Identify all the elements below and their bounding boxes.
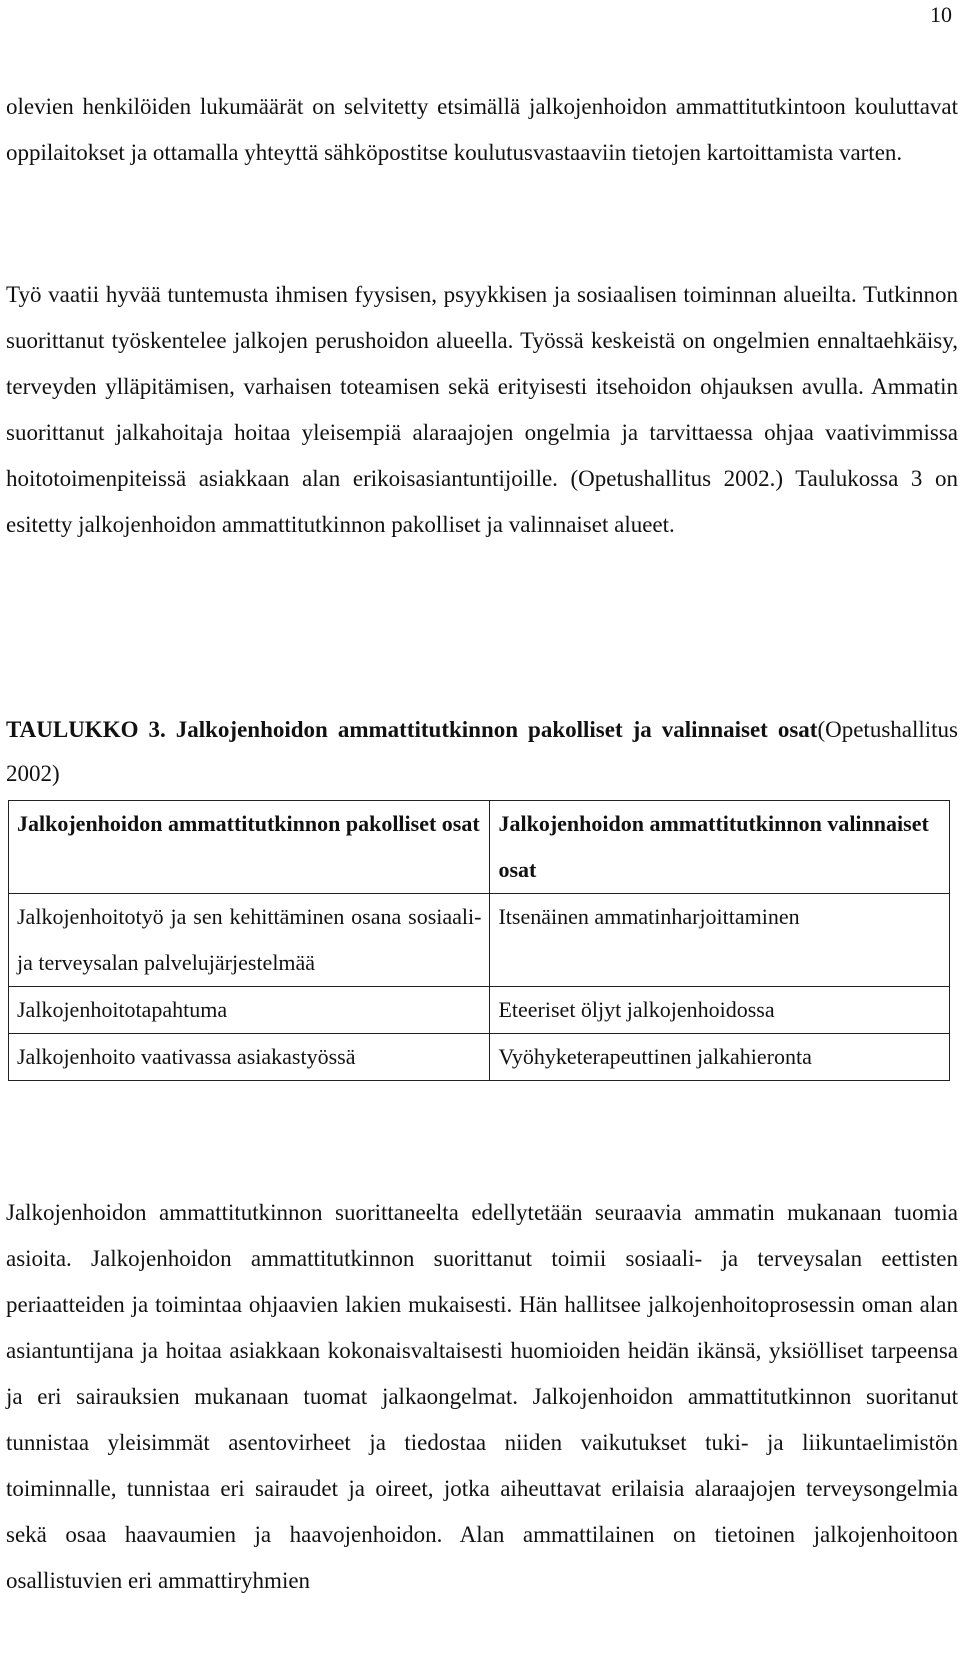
table-cell: Itsenäinen ammatinharjoittaminen [490, 894, 950, 987]
body-paragraph-2: Työ vaatii hyvää tuntemusta ihmisen fyysisen, psyykkisen ja sosiaalisen toiminnan alueilta. Tutkinnon suorittanut työskentelee jalkojen perushoidon alueella. Työssä keskeistä on ongelmien ennaltaehkäisy, terveyden ylläpitämisen, varhaisen toteamisen sekä erityisesti itsehoidon ohjauksen avulla. Ammatin suorittanut jalkahoitaja hoitaa yleisempiä alaraajojen ongelmia ja tarvittaessa ohjaa vaativimmissa hoitotoimenpiteissä asiakkaan alan erikoisasiantuntijoille. (Opetushallitus 2002.) Taulukossa 3 on esitetty jalkojenhoidon ammattitutkinnon pakolliset ja valinnaiset alueet. [6, 282, 958, 537]
page-number: 10 [930, 2, 952, 27]
degree-parts-table [8, 800, 950, 1081]
body-paragraph-3: Jalkojenhoidon ammattitutkinnon suorittaneelta edellytetään seuraavia ammatin mukanaan tuomia asioita. Jalkojenhoidon ammattitutkinnon suorittanut toimii sosiaali- ja terveysalan eettisten periaatteiden ja toimintaa ohjaavien lakien mukaisesti. Hän hallitsee jalkojenhoitoprosessin oman alan asiantuntijana ja hoitaa asiakkaan kokonaisvaltaisesti huomioiden heidän ikänsä, yksiölliset tarpeensa ja eri sairauksien mukanaan tuomat jalkaongelmat. Jalkojenhoidon ammattitutkinnon suoritanut tunnistaa yleisimmät asentovirheet ja tiedostaa niiden vaikutukset tuki- ja liikuntaelimistön toiminnalle, tunnistaa eri sairaudet ja oireet, jotka aiheuttavat erilaisia alaraajojen terveysongelmia sekä osaa haavaumien ja haavojenhoidon. Alan ammattilainen on tietoinen jalkojenhoitoon osallistuvien eri ammattiryhmien [6, 1200, 958, 1593]
table-caption-source: (Opetushallitus 2002) [6, 717, 958, 786]
table-row [9, 1034, 950, 1081]
table-caption-title: TAULUKKO 3. Jalkojenhoidon ammattitutkinnon pakolliset ja valinnaiset osat [6, 717, 818, 742]
table-header-mandatory: Jalkojenhoidon ammattitutkinnon pakolliset osat [9, 801, 490, 894]
table-cell: Vyöhyketerapeuttinen jalkahieronta [490, 1034, 950, 1081]
table-header-row [9, 801, 950, 894]
table-header-optional: Jalkojenhoidon ammattitutkinnon valinnaiset osat [490, 801, 950, 894]
table-cell: Jalkojenhoitotyö ja sen kehittäminen osana sosiaali- ja terveysalan palvelujärjestelmää [9, 894, 490, 987]
body-paragraph-1: olevien henkilöiden lukumäärät on selvitetty etsimällä jalkojenhoidon ammattitutkintoon kouluttavat oppilaitokset ja ottamalla yhteyttä sähköpostitse koulutusvastaaviin tietojen kartoittamista varten. [6, 94, 958, 165]
table-cell: Jalkojenhoitotapahtuma [9, 987, 490, 1034]
table-cell: Jalkojenhoito vaativassa asiakastyössä [9, 1034, 490, 1081]
table-row [9, 987, 950, 1034]
table-caption [6, 708, 958, 796]
table-cell: Eteeriset öljyt jalkojenhoidossa [490, 987, 950, 1034]
table-row [9, 894, 950, 987]
